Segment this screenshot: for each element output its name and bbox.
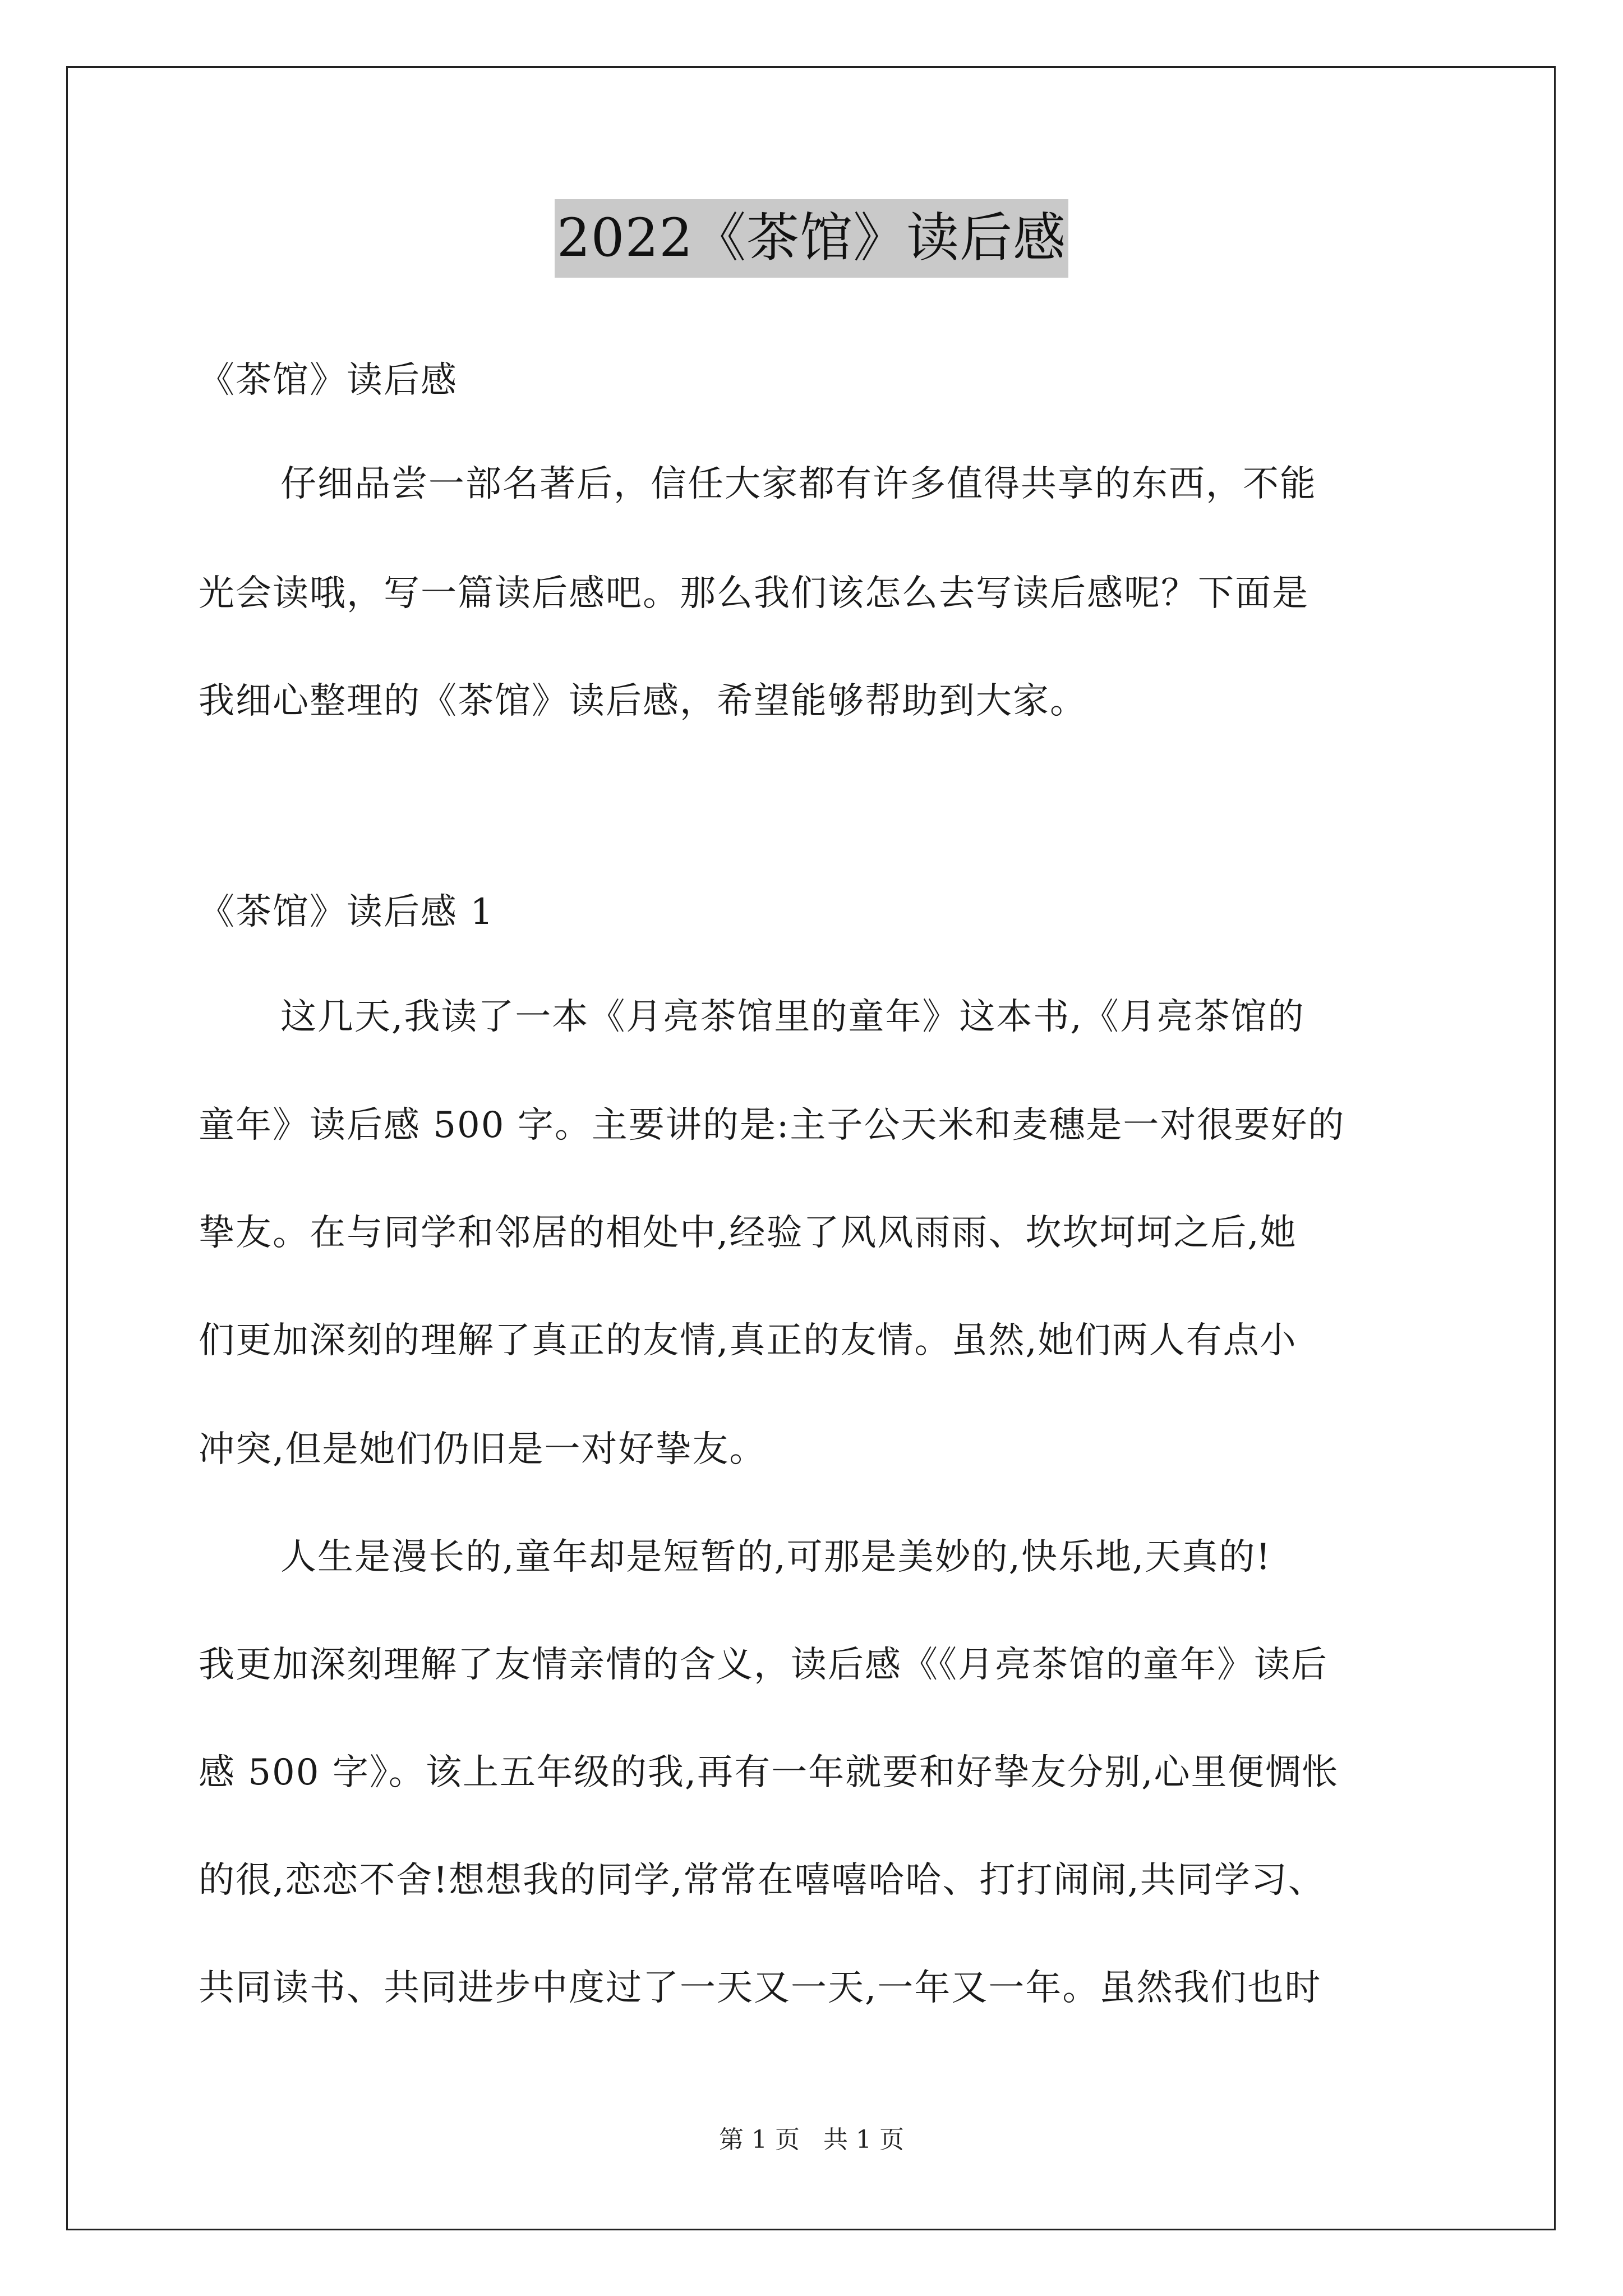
title-container [0, 199, 1623, 278]
paragraph-2-line: 的很,恋恋不舍!想想我的同学,常常在嘻嘻哈哈、打打闹闹,共同学习、 [199, 1860, 1325, 1901]
paragraph-2-line: 共同读书、共同进步中度过了一天又一天,一年又一年。虽然我们也时 [199, 1967, 1322, 2009]
page-number-total: 共 1 页 [823, 2125, 904, 2154]
intro-line: 我细心整理的《茶馆》读后感，希望能够帮助到大家。 [199, 680, 1087, 722]
paragraph-2-line: 人生是漫长的,童年却是短暂的,可那是美妙的,快乐地,天真的! [280, 1536, 1272, 1578]
paragraph-2-line: 我更加深刻理解了友情亲情的含义，读后感《《月亮茶馆的童年》读后 [199, 1644, 1328, 1686]
paragraph-1-line: 们更加深刻的理解了真正的友情,真正的友情。虽然,她们两人有点小 [199, 1320, 1297, 1361]
intro-line: 光会读哦，写一篇读后感吧。那么我们该怎么去写读后感呢？下面是 [199, 573, 1309, 614]
paragraph-1-line: 这几天,我读了一本《月亮茶馆里的童年》这本书,《月亮茶馆的 [280, 996, 1305, 1038]
section-heading-1: 《茶馆》读后感 1 [199, 891, 495, 933]
page-footer [0, 2123, 1623, 2157]
intro-heading: 《茶馆》读后感 [199, 360, 458, 401]
intro-line: 仔细品尝一部名著后，信任大家都有许多值得共享的东西，不能 [280, 463, 1317, 505]
paragraph-2-line: 感 500 字》。该上五年级的我,再有一年就要和好挚友分别,心里便惆怅 [199, 1752, 1339, 1793]
paragraph-1-line: 挚友。在与同学和邻居的相处中,经验了风风雨雨、坎坎坷坷之后,她 [199, 1212, 1297, 1254]
document-title: 2022《茶馆》读后感 [555, 199, 1068, 278]
paragraph-1-line: 童年》读后感 500 字。主要讲的是:主子公天米和麦穗是一对很要好的 [199, 1105, 1345, 1146]
paragraph-1-line: 冲突,但是她们仍旧是一对好挚友。 [199, 1429, 767, 1470]
page-number-current: 第 1 页 [719, 2125, 800, 2154]
